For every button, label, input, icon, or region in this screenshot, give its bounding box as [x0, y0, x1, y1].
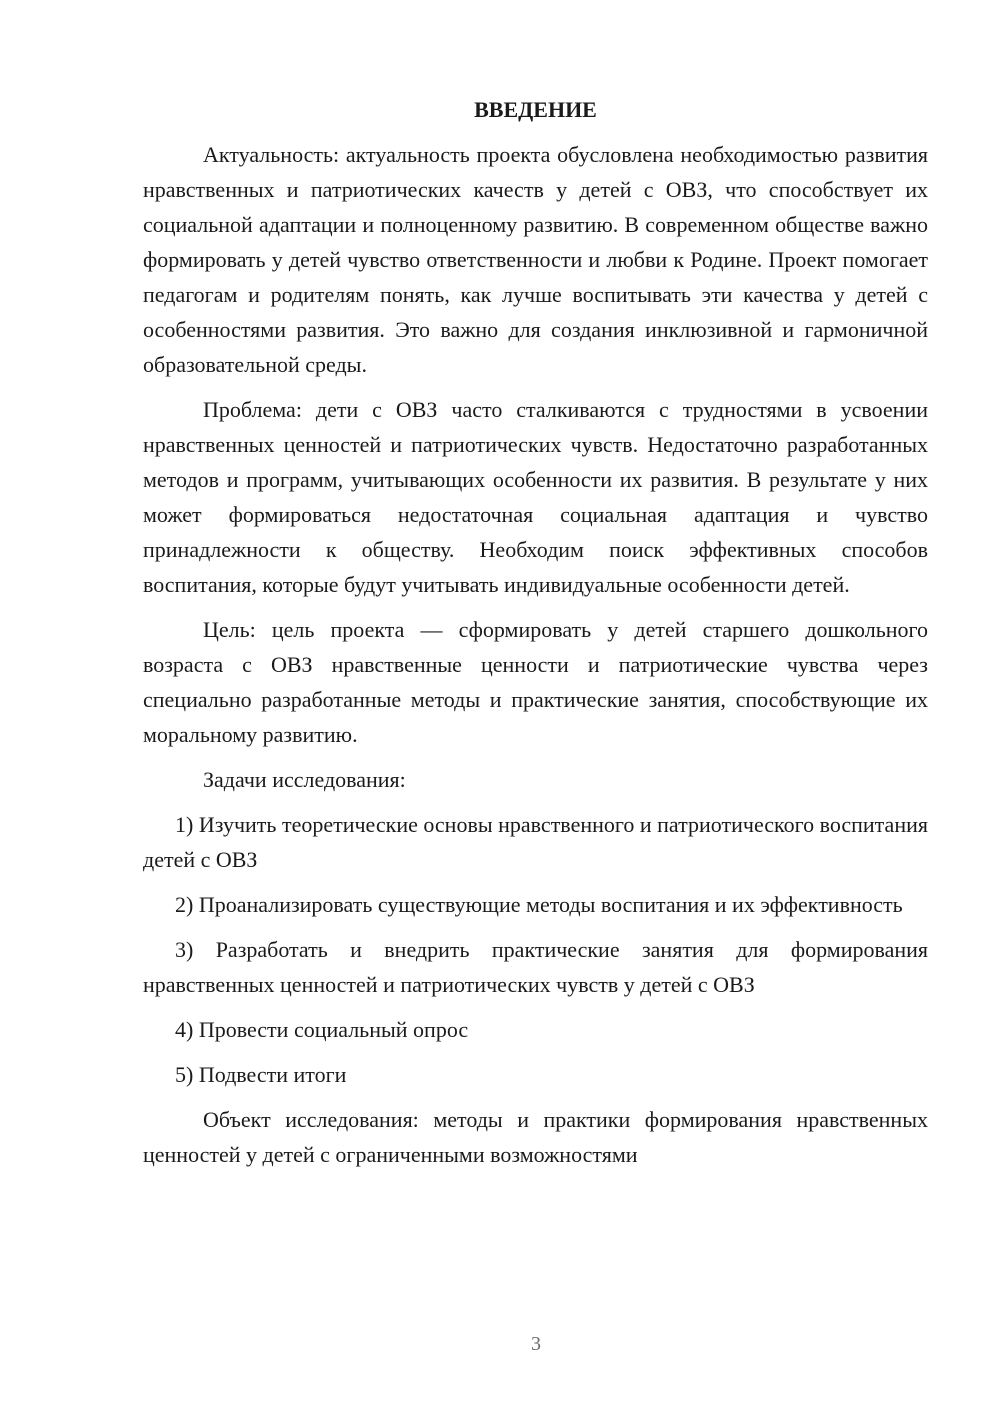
task-item-5: 5) Подвести итоги — [175, 1062, 347, 1087]
task-item-1: 1) Изучить теоретические основы нравственного и патриотического воспитания детей с ОВЗ — [143, 812, 928, 872]
page-title: ВВЕДЕНИЕ — [474, 97, 597, 122]
goal-paragraph: Цель: цель проекта — сформировать у детей старшего дошкольного возраста с ОВЗ нравственные ценности и патриотические чувства через специально разработанные методы и практические занятия, способствующие их моральному развитию. — [143, 617, 928, 747]
object-paragraph: Объект исследования: методы и практики формирования нравственных ценностей у детей с ограниченными возможностями — [143, 1107, 928, 1167]
tasks-heading: Задачи исследования: — [203, 767, 406, 792]
task-item-4: 4) Провести социальный опрос — [175, 1017, 469, 1042]
page-number: 3 — [531, 1333, 541, 1355]
task-item-2: 2) Проанализировать существующие методы воспитания и их эффективность — [175, 892, 903, 917]
relevance-paragraph: Актуальность: актуальность проекта обусловлена необходимостью развития нравственных и патриотических качеств у детей с ОВЗ, что способствует их социальной адаптации и полноценному развитию. В современном обществе важно формировать у детей чувство ответственности и любви к Родине. Проект помогает педагогам и родителям понять, как лучше воспитывать эти качества у детей с особенностями развития. Это важно для создания инклюзивной и гармоничной образовательной среды. — [143, 142, 928, 377]
document-page — [143, 92, 928, 1172]
task-item-3: 3) Разработать и внедрить практические занятия для формирования нравственных ценностей и патриотических чувств у детей с ОВЗ — [143, 937, 928, 997]
problem-paragraph: Проблема: дети с ОВЗ часто сталкиваются с трудностями в усвоении нравственных ценностей и патриотических чувств. Недостаточно разработанных методов и программ, учитывающих особенности их развития. В результате у них может формироваться недостаточная социальная адаптация и чувство принадлежности к обществу. Необходим поиск эффективных способов воспитания, которые будут учитывать индивидуальные особенности детей. — [143, 397, 928, 597]
